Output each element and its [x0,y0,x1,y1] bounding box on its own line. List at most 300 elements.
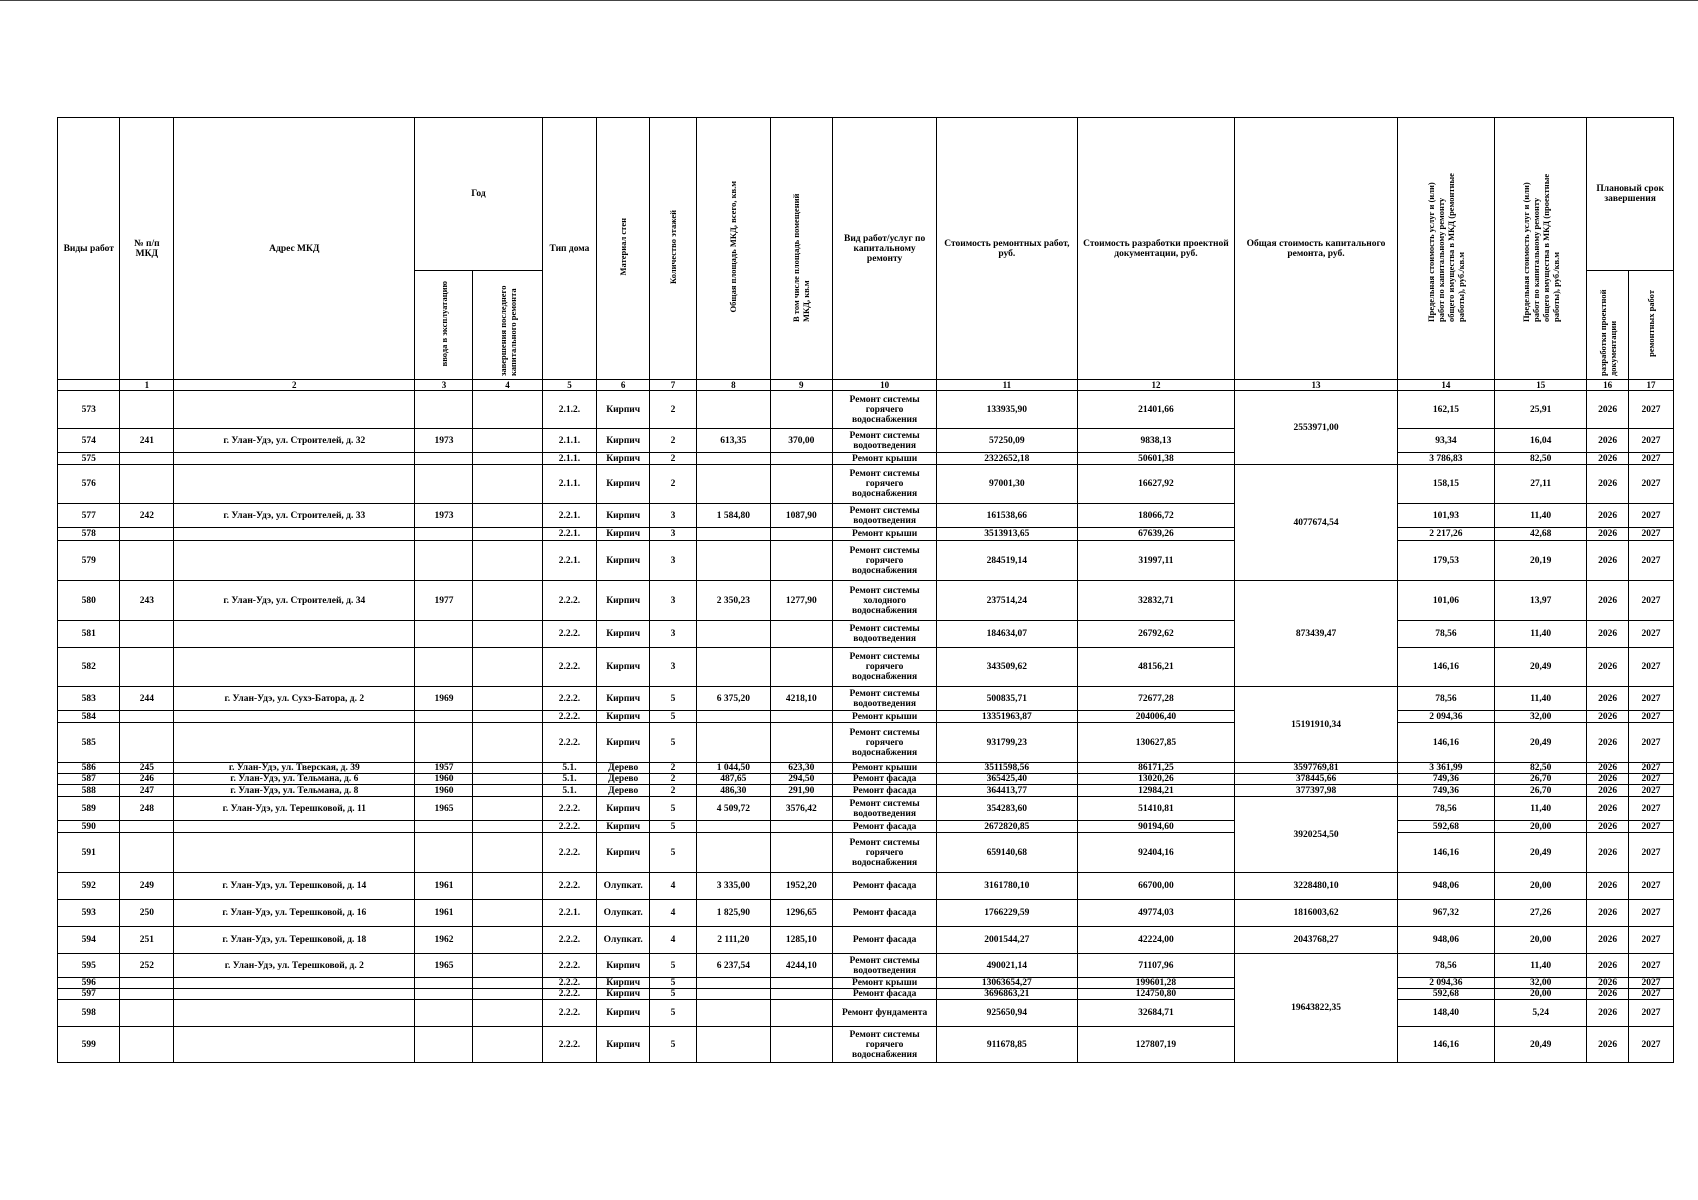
table-row [58,465,1674,504]
column-number: 9 [770,380,832,391]
cell-year-last-repair [473,900,542,927]
cell-work-kind: Ремонт системы горячего водоснабжения [833,465,937,504]
cell-repair-cost: 2001544,27 [937,927,1077,954]
cell-mkd-number [120,711,174,723]
cell-design-cost: 204006,40 [1077,711,1235,723]
cell-total-area [697,621,770,648]
cell-deadline-design: 2026 [1587,927,1629,954]
cell-floors: 3 [649,581,696,621]
cell-premises-area [770,465,832,504]
cell-year-last-repair [473,785,542,797]
cell-max-cost-design: 20,00 [1495,821,1587,833]
cell-repair-cost: 2672820,85 [937,821,1077,833]
cell-house-type: 2.1.2. [542,391,597,429]
column-number: 8 [697,380,770,391]
cell-address: г. Улан-Удэ, ул. Терешковой, д. 2 [174,954,415,978]
cell-deadline-design: 2026 [1587,504,1629,528]
cell-wall-material: Кирпич [597,429,650,453]
cell-row-number: 576 [58,465,120,504]
cell-work-kind: Ремонт системы водоотведения [833,429,937,453]
cell-wall-material: Кирпич [597,821,650,833]
cell-house-type: 2.1.1. [542,429,597,453]
cell-deadline-design: 2026 [1587,978,1629,989]
cell-premises-area [770,1027,832,1063]
cell-max-cost-repair: 2 094,36 [1397,978,1495,989]
cell-design-cost: 127807,19 [1077,1027,1235,1063]
cell-max-cost-repair: 967,32 [1397,900,1495,927]
table-row [58,453,1674,465]
cell-house-type: 2.2.2. [542,711,597,723]
cell-deadline-design: 2026 [1587,453,1629,465]
cell-row-number: 583 [58,687,120,711]
cell-mkd-number [120,1027,174,1063]
cell-repair-cost: 284519,14 [937,541,1077,581]
cell-mkd-number: 246 [120,774,174,785]
column-number: 2 [174,380,415,391]
cell-wall-material: Кирпич [597,1027,650,1063]
cell-floors: 5 [649,723,696,763]
table-row [58,785,1674,797]
cell-wall-material: Кирпич [597,453,650,465]
cell-total-area: 2 350,23 [697,581,770,621]
cell-premises-area: 1952,20 [770,873,832,900]
cell-max-cost-repair: 749,36 [1397,785,1495,797]
cell-total-area: 1 825,90 [697,900,770,927]
column-number: 13 [1235,380,1397,391]
cell-mkd-number [120,541,174,581]
cell-mkd-number [120,648,174,687]
cell-house-type: 2.2.2. [542,989,597,1000]
table-row [58,797,1674,821]
cell-repair-cost: 343509,62 [937,648,1077,687]
cell-mkd-number [120,723,174,763]
cell-total-area [697,1027,770,1063]
cell-mkd-number: 244 [120,687,174,711]
cell-total-area: 6 237,54 [697,954,770,978]
cell-max-cost-design: 82,50 [1495,763,1587,774]
column-number: 16 [1587,380,1629,391]
column-number [58,380,120,391]
cell-work-kind: Ремонт крыши [833,978,937,989]
cell-floors: 5 [649,954,696,978]
cell-deadline-repair: 2027 [1628,978,1673,989]
cell-total-cost: 1816003,62 [1235,900,1397,927]
cell-row-number: 588 [58,785,120,797]
cell-floors: 4 [649,900,696,927]
cell-year-commissioning [415,978,473,989]
cell-max-cost-repair: 146,16 [1397,833,1495,873]
cell-house-type: 2.1.1. [542,465,597,504]
cell-deadline-design: 2026 [1587,723,1629,763]
cell-work-kind: Ремонт системы водоотведения [833,504,937,528]
cell-max-cost-design: 11,40 [1495,687,1587,711]
cell-work-kind: Ремонт крыши [833,763,937,774]
cell-row-number: 574 [58,429,120,453]
cell-deadline-design: 2026 [1587,1027,1629,1063]
cell-deadline-repair: 2027 [1628,453,1673,465]
cell-year-commissioning [415,648,473,687]
cell-repair-cost: 3161780,10 [937,873,1077,900]
cell-total-cost: 15191910,34 [1235,687,1397,763]
cell-design-cost: 21401,66 [1077,391,1235,429]
cell-deadline-design: 2026 [1587,621,1629,648]
cell-mkd-number [120,465,174,504]
cell-repair-cost: 911678,85 [937,1027,1077,1063]
cell-floors: 5 [649,978,696,989]
cell-total-area [697,541,770,581]
table-row [58,774,1674,785]
cell-floors: 5 [649,1000,696,1027]
column-number: 4 [473,380,542,391]
header-mkd-number: № п/п МКД [120,118,174,380]
cell-house-type: 2.1.1. [542,453,597,465]
cell-total-area: 1 584,80 [697,504,770,528]
cell-design-cost: 130627,85 [1077,723,1235,763]
cell-row-number: 598 [58,1000,120,1027]
cell-mkd-number: 247 [120,785,174,797]
cell-wall-material: Кирпич [597,541,650,581]
cell-year-commissioning: 1965 [415,797,473,821]
cell-total-area: 1 044,50 [697,763,770,774]
cell-premises-area [770,989,832,1000]
cell-work-kind: Ремонт системы горячего водоснабжения [833,648,937,687]
cell-design-cost: 42224,00 [1077,927,1235,954]
cell-max-cost-repair: 2 094,36 [1397,711,1495,723]
cell-floors: 2 [649,391,696,429]
cell-design-cost: 49774,03 [1077,900,1235,927]
cell-max-cost-design: 20,49 [1495,833,1587,873]
cell-house-type: 2.2.1. [542,900,597,927]
cell-total-area: 4 509,72 [697,797,770,821]
cell-premises-area: 291,90 [770,785,832,797]
cell-total-area: 486,30 [697,785,770,797]
cell-address: г. Улан-Удэ, ул. Терешковой, д. 16 [174,900,415,927]
table-row [58,648,1674,687]
cell-max-cost-repair: 78,56 [1397,797,1495,821]
cell-mkd-number: 248 [120,797,174,821]
cell-design-cost: 71107,96 [1077,954,1235,978]
cell-deadline-repair: 2027 [1628,833,1673,873]
cell-work-kind: Ремонт фасада [833,873,937,900]
cell-max-cost-design: 27,26 [1495,900,1587,927]
cell-address: г. Улан-Удэ, ул. Строителей, д. 34 [174,581,415,621]
cell-year-last-repair [473,621,542,648]
cell-address [174,621,415,648]
cell-work-kind: Ремонт фундамента [833,1000,937,1027]
cell-premises-area: 1285,10 [770,927,832,954]
cell-year-last-repair [473,465,542,504]
column-number: 11 [937,380,1077,391]
cell-address: г. Улан-Удэ, ул. Тельмана, д. 6 [174,774,415,785]
cell-deadline-repair: 2027 [1628,528,1673,541]
cell-deadline-repair: 2027 [1628,541,1673,581]
cell-wall-material: Кирпич [597,833,650,873]
cell-floors: 5 [649,711,696,723]
cell-deadline-repair: 2027 [1628,391,1673,429]
cell-max-cost-design: 32,00 [1495,978,1587,989]
cell-max-cost-repair: 78,56 [1397,621,1495,648]
cell-row-number: 585 [58,723,120,763]
cell-total-area [697,821,770,833]
table-row [58,1027,1674,1063]
cell-premises-area [770,1000,832,1027]
capital-repair-table-sheet [57,117,1674,1063]
cell-house-type: 2.2.2. [542,954,597,978]
cell-mkd-number: 250 [120,900,174,927]
cell-wall-material: Олупкат. [597,900,650,927]
cell-mkd-number [120,391,174,429]
cell-repair-cost: 490021,14 [937,954,1077,978]
header-premises-area: В том числе площадь помещений МКД, кв.м [770,118,832,380]
cell-max-cost-repair: 158,15 [1397,465,1495,504]
cell-floors: 4 [649,927,696,954]
cell-house-type: 2.2.1. [542,504,597,528]
cell-work-kind: Ремонт крыши [833,453,937,465]
cell-deadline-design: 2026 [1587,821,1629,833]
cell-house-type: 2.2.2. [542,687,597,711]
cell-deadline-design: 2026 [1587,1000,1629,1027]
header-repair-cost: Стоимость ремонтных работ, руб. [937,118,1077,380]
cell-year-commissioning [415,465,473,504]
cell-max-cost-design: 11,40 [1495,504,1587,528]
cell-floors: 2 [649,429,696,453]
cell-deadline-repair: 2027 [1628,581,1673,621]
cell-wall-material: Кирпич [597,391,650,429]
cell-deadline-repair: 2027 [1628,648,1673,687]
cell-deadline-repair: 2027 [1628,989,1673,1000]
cell-year-commissioning [415,1027,473,1063]
cell-floors: 3 [649,541,696,581]
cell-address: г. Улан-Удэ, ул. Строителей, д. 33 [174,504,415,528]
cell-work-kind: Ремонт системы водоотведения [833,797,937,821]
cell-max-cost-design: 42,68 [1495,528,1587,541]
cell-max-cost-design: 20,00 [1495,873,1587,900]
cell-max-cost-repair: 2 217,26 [1397,528,1495,541]
header-address: Адрес МКД [174,118,415,380]
cell-design-cost: 13020,26 [1077,774,1235,785]
cell-year-last-repair [473,504,542,528]
cell-year-last-repair [473,687,542,711]
table-row [58,391,1674,429]
cell-premises-area [770,621,832,648]
cell-design-cost: 12984,21 [1077,785,1235,797]
cell-year-commissioning: 1961 [415,873,473,900]
header-total-cost: Общая стоимость капитального ремонта, руб. [1235,118,1397,380]
cell-max-cost-design: 20,19 [1495,541,1587,581]
table-row [58,873,1674,900]
cell-design-cost: 32684,71 [1077,1000,1235,1027]
column-number: 7 [649,380,696,391]
cell-repair-cost: 97001,30 [937,465,1077,504]
cell-design-cost: 199601,28 [1077,978,1235,989]
cell-deadline-design: 2026 [1587,900,1629,927]
cell-max-cost-repair: 93,34 [1397,429,1495,453]
cell-design-cost: 51410,81 [1077,797,1235,821]
cell-repair-cost: 13351963,87 [937,711,1077,723]
cell-address [174,978,415,989]
table-row [58,900,1674,927]
cell-row-number: 590 [58,821,120,833]
cell-address [174,1000,415,1027]
cell-max-cost-design: 26,70 [1495,774,1587,785]
cell-max-cost-design: 20,49 [1495,1027,1587,1063]
cell-work-kind: Ремонт фасада [833,927,937,954]
cell-wall-material: Кирпич [597,648,650,687]
cell-max-cost-design: 20,49 [1495,648,1587,687]
cell-row-number: 586 [58,763,120,774]
cell-floors: 5 [649,833,696,873]
table-row [58,621,1674,648]
cell-year-commissioning [415,711,473,723]
cell-max-cost-repair: 78,56 [1397,687,1495,711]
cell-total-cost: 3920254,50 [1235,797,1397,873]
cell-year-last-repair [473,774,542,785]
cell-floors: 5 [649,989,696,1000]
cell-row-number: 573 [58,391,120,429]
cell-year-commissioning [415,391,473,429]
cell-deadline-design: 2026 [1587,711,1629,723]
cell-row-number: 581 [58,621,120,648]
cell-floors: 3 [649,621,696,648]
cell-row-number: 577 [58,504,120,528]
header-year-last-repair: завершения последнего капитального ремонта [473,271,542,380]
cell-address [174,453,415,465]
cell-design-cost: 32832,71 [1077,581,1235,621]
cell-max-cost-repair: 78,56 [1397,954,1495,978]
cell-year-commissioning: 1973 [415,504,473,528]
column-number: 1 [120,380,174,391]
cell-mkd-number [120,528,174,541]
cell-mkd-number: 242 [120,504,174,528]
cell-repair-cost: 500835,71 [937,687,1077,711]
cell-work-kind: Ремонт фасада [833,900,937,927]
cell-deadline-design: 2026 [1587,687,1629,711]
table-row [58,821,1674,833]
cell-premises-area [770,391,832,429]
cell-deadline-design: 2026 [1587,465,1629,504]
cell-premises-area: 1087,90 [770,504,832,528]
cell-address [174,391,415,429]
cell-repair-cost: 13063654,27 [937,978,1077,989]
cell-row-number: 575 [58,453,120,465]
cell-max-cost-repair: 3 786,83 [1397,453,1495,465]
cell-year-last-repair [473,797,542,821]
table-body [58,391,1674,1063]
cell-total-area: 3 335,00 [697,873,770,900]
cell-design-cost: 16627,92 [1077,465,1235,504]
cell-row-number: 582 [58,648,120,687]
cell-deadline-design: 2026 [1587,581,1629,621]
cell-year-commissioning: 1969 [415,687,473,711]
header-planned-deadline: Плановый срок завершения [1587,118,1674,271]
cell-mkd-number [120,621,174,648]
header-total-area: Общая площадь МКД, всего, кв.м [697,118,770,380]
cell-year-commissioning: 1960 [415,785,473,797]
cell-design-cost: 90194,60 [1077,821,1235,833]
cell-design-cost: 92404,16 [1077,833,1235,873]
table-row [58,954,1674,978]
cell-address: г. Улан-Удэ, ул. Терешковой, д. 18 [174,927,415,954]
table-row [58,504,1674,528]
cell-wall-material: Кирпич [597,687,650,711]
cell-deadline-design: 2026 [1587,763,1629,774]
cell-floors: 2 [649,763,696,774]
cell-deadline-repair: 2027 [1628,621,1673,648]
cell-max-cost-design: 11,40 [1495,797,1587,821]
cell-repair-cost: 925650,94 [937,1000,1077,1027]
cell-year-last-repair [473,429,542,453]
cell-year-commissioning: 1960 [415,774,473,785]
cell-year-last-repair [473,1027,542,1063]
cell-address: г. Улан-Удэ, ул. Сухэ-Батора, д. 2 [174,687,415,711]
cell-deadline-repair: 2027 [1628,1000,1673,1027]
cell-deadline-repair: 2027 [1628,711,1673,723]
cell-work-kind: Ремонт крыши [833,711,937,723]
cell-address: г. Улан-Удэ, ул. Тельмана, д. 8 [174,785,415,797]
cell-total-cost: 377397,98 [1235,785,1397,797]
cell-total-cost: 873439,47 [1235,581,1397,687]
cell-house-type: 5.1. [542,763,597,774]
cell-design-cost: 72677,28 [1077,687,1235,711]
table-row [58,833,1674,873]
cell-year-commissioning [415,621,473,648]
cell-year-last-repair [473,927,542,954]
cell-design-cost: 86171,25 [1077,763,1235,774]
cell-address [174,648,415,687]
cell-max-cost-repair: 101,06 [1397,581,1495,621]
cell-max-cost-repair: 592,68 [1397,821,1495,833]
header-year: Год [415,118,542,271]
cell-repair-cost: 931799,23 [937,723,1077,763]
cell-wall-material: Дерево [597,785,650,797]
header-deadline-repair: ремонтных работ [1628,271,1673,380]
cell-deadline-repair: 2027 [1628,429,1673,453]
cell-work-kind: Ремонт системы водоотведения [833,687,937,711]
cell-year-commissioning: 1957 [415,763,473,774]
cell-wall-material: Кирпич [597,723,650,763]
cell-deadline-repair: 2027 [1628,763,1673,774]
cell-max-cost-design: 11,40 [1495,621,1587,648]
header-work-kind: Вид работ/услуг по капитальному ремонту [833,118,937,380]
cell-house-type: 2.2.1. [542,528,597,541]
cell-floors: 5 [649,821,696,833]
table-row [58,978,1674,989]
cell-year-last-repair [473,711,542,723]
cell-deadline-repair: 2027 [1628,927,1673,954]
cell-year-last-repair [473,989,542,1000]
cell-deadline-repair: 2027 [1628,504,1673,528]
cell-row-number: 587 [58,774,120,785]
cell-repair-cost: 354283,60 [937,797,1077,821]
cell-work-kind: Ремонт крыши [833,528,937,541]
cell-total-cost: 378445,66 [1235,774,1397,785]
table-row [58,541,1674,581]
cell-year-last-repair [473,391,542,429]
cell-max-cost-design: 27,11 [1495,465,1587,504]
cell-total-area: 613,35 [697,429,770,453]
cell-repair-cost: 161538,66 [937,504,1077,528]
cell-premises-area [770,833,832,873]
cell-wall-material: Кирпич [597,621,650,648]
cell-premises-area: 294,50 [770,774,832,785]
cell-deadline-design: 2026 [1587,528,1629,541]
cell-row-number: 595 [58,954,120,978]
cell-max-cost-design: 26,70 [1495,785,1587,797]
cell-deadline-repair: 2027 [1628,687,1673,711]
cell-repair-cost: 3511598,56 [937,763,1077,774]
cell-wall-material: Кирпич [597,978,650,989]
cell-row-number: 584 [58,711,120,723]
